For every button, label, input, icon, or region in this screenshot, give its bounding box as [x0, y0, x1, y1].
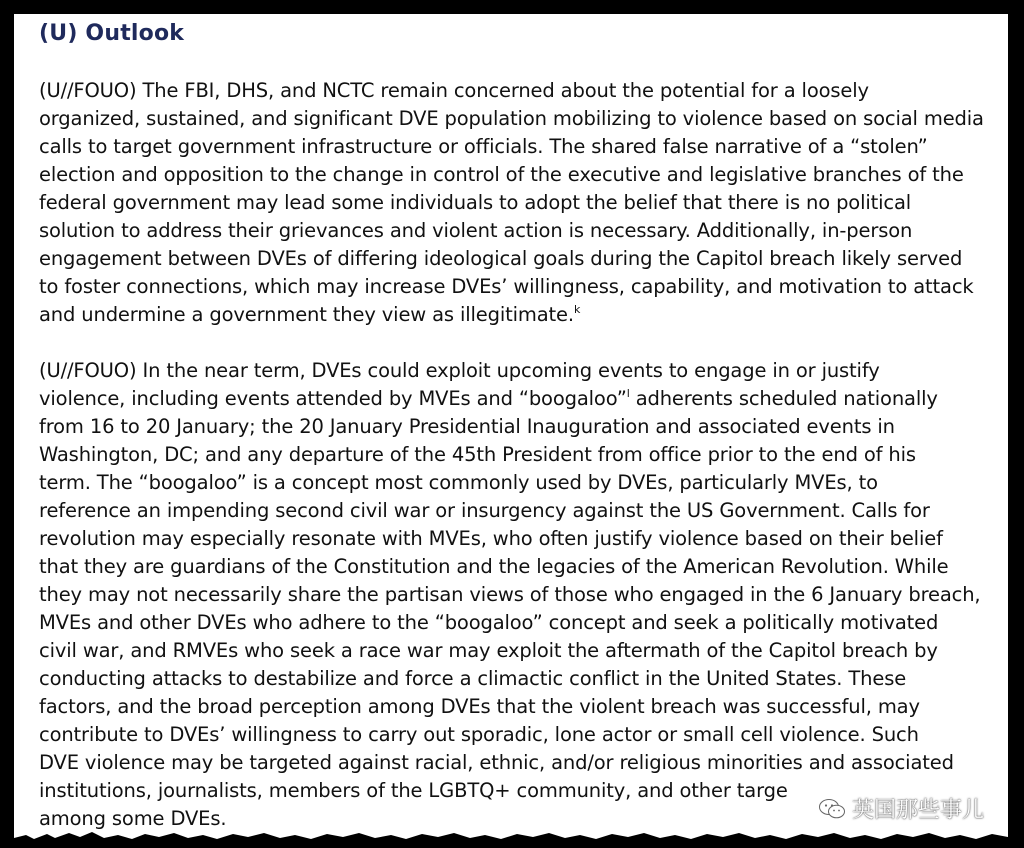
paragraph-line: and undermine a government they view as illegitimate.$^k$	[39, 303, 581, 326]
watermark-text: 英国那些事儿	[851, 798, 984, 823]
paragraph-line: organized, sustained, and significant DVE population mobilizing to violence based on social media	[39, 107, 984, 130]
paragraph-line: that they are guardians of the Constitution and the legacies of the American Revolution. While	[39, 555, 949, 578]
paragraph-line: they may not necessarily share the partisan views of those who engaged in the 6 January breach,	[39, 583, 981, 606]
footnote-mark: l	[626, 387, 630, 400]
paragraph-line: to foster connections, which may increase DVEs’ willingness, capability, and motivation to attack	[39, 275, 974, 298]
paragraph-line: violence, including events attended by MVEs and “boogaloo”$^l$ adherents scheduled nationally	[39, 387, 938, 410]
paragraph-line: contribute to DVEs’ willingness to carry out sporadic, lone actor or small cell violence. Such	[39, 723, 919, 746]
paragraph-line: reference an impending second civil war or insurgency against the US Government. Calls for	[39, 499, 930, 522]
section-heading: (U) Outlook	[39, 21, 185, 46]
paragraph-line: DVE violence may be targeted against racial, ethnic, and/or religious minorities and associated	[39, 751, 954, 774]
paragraph-line: election and opposition to the change in control of the executive and legislative branches of the	[39, 163, 964, 186]
paragraph-outlook-1	[39, 77, 989, 329]
paragraph-line: MVEs and other DVEs who adhere to the “boogaloo” concept and seek a politically motivated	[39, 611, 939, 634]
paragraph-line: civil war, and RMVEs who seek a race war may exploit the aftermath of the Capitol breach by	[39, 639, 938, 662]
footnote-mark: k	[573, 303, 581, 316]
paragraph-line: (U//FOUO) The FBI, DHS, and NCTC remain concerned about the potential for a loosely	[39, 79, 869, 102]
paragraph-line: calls to target government infrastructure or officials. The shared false narrative of a “stolen”	[39, 135, 928, 158]
paragraph-line: Washington, DC; and any departure of the 45th President from office prior to the end of his	[39, 443, 916, 466]
paragraph-outlook-2	[39, 357, 989, 833]
paragraph-line: term. The “boogaloo” is a concept most commonly used by DVEs, particularly MVEs, to	[39, 471, 878, 494]
paragraph-line: institutions, journalists, members of the LGBTQ+ community, and other targe	[39, 779, 788, 802]
paragraph-line: revolution may especially resonate with MVEs, who often justify violence based on their belief	[39, 527, 943, 550]
paragraph-line: federal government may lead some individuals to adopt the belief that there is no political	[39, 191, 912, 214]
wechat-icon	[818, 798, 846, 820]
paragraph-line: (U//FOUO) In the near term, DVEs could exploit upcoming events to engage in or justify	[39, 359, 880, 382]
paragraph-line: solution to address their grievances and violent action is necessary. Additionally, in-person	[39, 219, 913, 242]
watermark	[818, 793, 984, 824]
paragraph-line: conducting attacks to destabilize and force a climactic conflict in the United States. These	[39, 667, 907, 690]
document-page	[14, 14, 1008, 848]
paragraph-line: from 16 to 20 January; the 20 January Presidential Inauguration and associated events in	[39, 415, 895, 438]
paragraph-line: among some DVEs.	[39, 807, 227, 830]
paragraph-line: engagement between DVEs of differing ideological goals during the Capitol breach likely served	[39, 247, 963, 270]
paragraph-line: factors, and the broad perception among DVEs that the violent breach was successful, may	[39, 695, 920, 718]
